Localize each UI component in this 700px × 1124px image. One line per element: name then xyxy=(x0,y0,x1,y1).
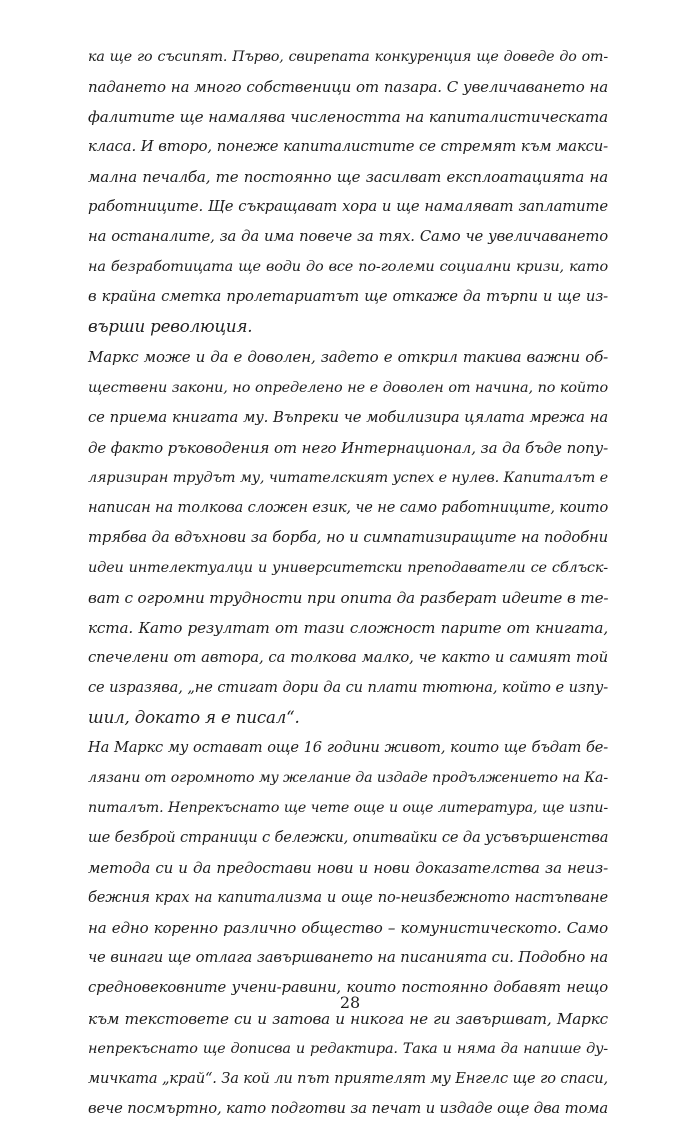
text-line: мална печалба, те постоянно ще засилват експлоатацията на xyxy=(88,168,608,187)
text-line: написан на толкова сложен език, че не само работниците, които xyxy=(88,498,609,516)
page-number: 28 xyxy=(339,993,361,1012)
text-line: кста. Като резултат от тази сложност парите от книгата, xyxy=(88,618,608,637)
text-line: шил, докато я е писал“. xyxy=(88,708,300,728)
text-line: се изразява, „не стигат дори да си плати тютюна, който е изпу- xyxy=(88,678,608,696)
text-line: непрекъснато ще дописва и редактира. Така и няма да напише ду- xyxy=(88,1040,608,1057)
text-line: Маркс може и да е доволен, задето е открил такива важни об- xyxy=(88,348,608,367)
text-line: ляризиран трудът му, читателският успех е нулев. Капиталът е xyxy=(88,469,608,486)
text-line: на останалите, за да има повече за тях. Само че увеличаването xyxy=(88,228,608,246)
text-line: де факто ръководения от него Интернационал, за да бъде попу- xyxy=(88,438,608,457)
text-line: мичката „край“. За кой ли път приятелят му Енгелс ще го спаси, xyxy=(88,1069,608,1087)
text-line: на безработицата ще води до все по-големи социални кризи, като xyxy=(88,259,608,276)
text-line: трябва да вдъхнови за борба, но и симпатизиращите на подобни xyxy=(88,528,608,546)
text-line: класа. И второ, понеже капиталистите се стремят към макси- xyxy=(88,138,608,156)
text-line: работниците. Ще съкращават хора и ще намаляват заплатите xyxy=(88,198,608,216)
text-line: метода си и да предостави нови и нови доказателства за неиз- xyxy=(88,859,608,878)
text-line: фалитите ще намалява числеността на капиталистическата xyxy=(88,108,608,127)
text-line: лязани от огромното му желание да издаде продължението на Ка- xyxy=(88,770,608,787)
text-line: към текстовете си и затова и никога не ги завършват, Маркс xyxy=(88,1009,608,1028)
text-line: бежния крах на капитализма и още по-неизбежното настъпване xyxy=(88,889,608,907)
text-line: идеи интелектуалци и университетски преподаватели се сблъск- xyxy=(88,559,608,576)
text-line: ше безброй страници с бележки, опитвайки се да усъвършенства xyxy=(88,829,609,847)
text-line: върши революция. xyxy=(88,317,253,337)
text-line: че винаги ще отлага завършването на писанията си. Подобно на xyxy=(88,949,608,967)
text-line: питалът. Непрекъснато ще чете още и още литература, ще изпи- xyxy=(88,800,608,817)
text-line: средновековните учени-равини, които постоянно добавят нещо xyxy=(88,979,608,997)
body-text xyxy=(88,42,608,1124)
text-line: в крайна сметка пролетариатът ще откаже да търпи и ще из- xyxy=(88,288,608,306)
text-line: ка ще го съсипят. Първо, свирепата конкуренция ще доведе до от- xyxy=(88,49,608,65)
text-line: се приема книгата му. Въпреки че мобилизира цялата мрежа на xyxy=(88,408,608,426)
text-line: ват с огромни трудности при опита да разберат идеите в те- xyxy=(88,588,609,607)
text-line: спечелени от автора, са толкова малко, че както и самият той xyxy=(88,648,608,666)
text-line: На Маркс му остават още 16 години живот, които ще бъдат бе- xyxy=(88,739,608,757)
text-line: вече посмъртно, като подготви за печат и издаде още два тома xyxy=(88,1099,609,1117)
text-line: на едно коренно различно общество – комунистическото. Само xyxy=(88,919,608,938)
text-line: ществени закони, но определено не е доволен от начина, по който xyxy=(88,379,608,396)
text-line: падането на много собственици от пазара. С увеличаването на xyxy=(88,78,608,97)
